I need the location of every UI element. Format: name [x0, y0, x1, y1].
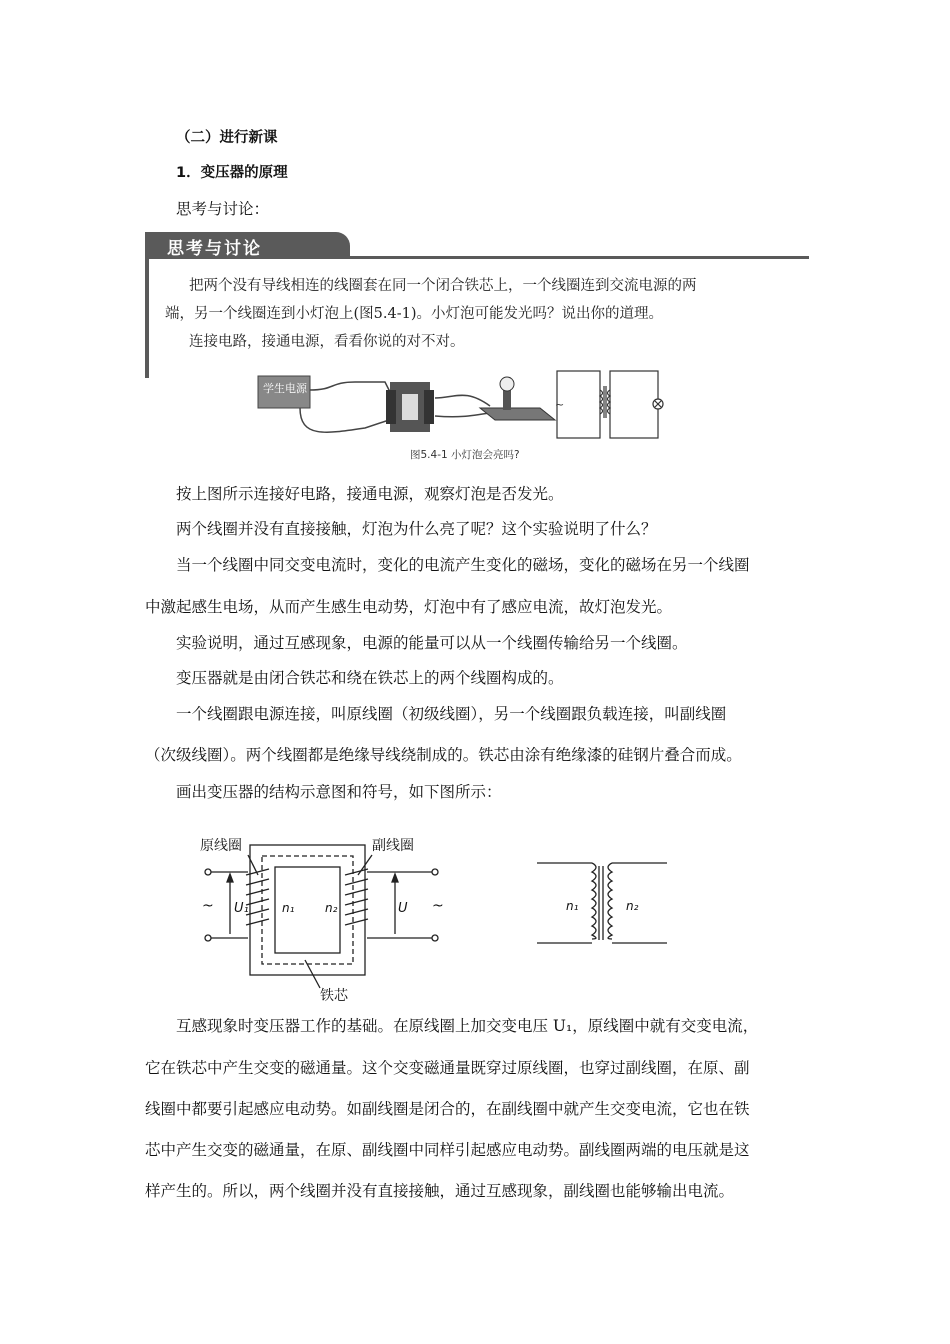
turns-n2-label: n₂ — [325, 901, 338, 915]
section-heading: （二）进行新课 — [176, 130, 278, 146]
paragraph-8-line-3: 线圈中都要引起感应电动势。如副线圈是闭合的，在副线圈中就产生交变电流，它也在铁 — [145, 1100, 750, 1118]
ac-source-symbol-right: ~ — [432, 898, 444, 914]
paragraph-5: 变压器就是由闭合铁芯和绕在铁芯上的两个线圈构成的。 — [176, 669, 564, 687]
box-line-2: 端，另一个线圈连到小灯泡上(图5.4-1)。小灯泡可能发光吗？说出你的道理。 — [165, 306, 663, 322]
ac-source-symbol-left: ~ — [202, 898, 214, 914]
box-line-1: 把两个没有导线相连的线圈套在同一个闭合铁芯上，一个线圈连到交流电源的两 — [189, 278, 697, 294]
paragraph-8-line-2: 它在铁芯中产生交变的磁通量。这个交变磁通量既穿过原线圈，也穿过副线圈，在原、副 — [145, 1059, 750, 1077]
think-label: 思考与讨论： — [176, 200, 270, 218]
lamp-board-icon — [480, 377, 555, 420]
svg-text:~: ~ — [555, 398, 565, 411]
textbook-discussion-box — [145, 232, 809, 378]
voltage-u-label: U — [398, 901, 408, 916]
paragraph-2: 两个线圈并没有直接接触，灯泡为什么亮了呢？这个实验说明了什么？ — [176, 520, 657, 538]
turns-n1-label: n₁ — [282, 901, 295, 915]
symbol-n2-label: n₂ — [626, 899, 639, 913]
paragraph-3-line-1: 当一个线圈中同交变电流时，变化的电流产生变化的磁场，变化的磁场在另一个线圈 — [176, 556, 750, 574]
primary-coil-label: 原线圈 — [200, 838, 242, 854]
transformer-photo-icon — [386, 382, 434, 432]
subheading: 1．变压器的原理 — [176, 165, 288, 181]
figure-transformer-structure — [190, 830, 450, 1005]
paragraph-7: 画出变压器的结构示意图和符号，如下图所示： — [176, 783, 502, 801]
symbol-n1-label: n₁ — [566, 899, 579, 913]
voltage-u1-label: U₁ — [234, 901, 249, 916]
figure-experiment-circuit — [255, 368, 665, 468]
figure-transformer-symbol — [532, 858, 672, 950]
secondary-coil-label: 副线圈 — [372, 838, 414, 854]
paragraph-8-line-4: 芯中产生交变的磁通量，在原、副线圈中同样引起感应电动势。副线圈两端的电压就是这 — [145, 1141, 750, 1159]
paragraph-4: 实验说明，通过互感现象，电源的能量可以从一个线圈传输给另一个线圈。 — [176, 634, 688, 652]
paragraph-6-line-2: （次级线圈）。两个线圈都是绝缘导线绕制成的。铁芯由涂有绝缘漆的硅钢片叠合而成。 — [145, 746, 742, 764]
box-line-3: 连接电路，接通电源，看看你说的对不对。 — [189, 334, 465, 350]
discussion-banner: 思考与讨论 — [145, 232, 350, 258]
paragraph-8-line-5: 样产生的。所以，两个线圈并没有直接接触，通过互感现象，副线圈也能够输出电流。 — [145, 1182, 735, 1200]
paragraph-3-line-2: 中激起感生电场，从而产生感生电动势，灯泡中有了感应电流，故灯泡发光。 — [145, 598, 673, 616]
paragraph-8-line-1: 互感现象时变压器工作的基础。在原线圈上加交变电压 U₁，原线圈中就有交变电流， — [176, 1017, 759, 1035]
figure-caption: 图5.4-1 小灯泡会亮吗? — [410, 449, 520, 461]
svg-text:学生电源: 学生电源 — [263, 382, 307, 395]
iron-core-label: 铁芯 — [320, 988, 348, 1004]
paragraph-6-line-1: 一个线圈跟电源连接，叫原线圈（初级线圈），另一个线圈跟负载连接，叫副线圈 — [176, 705, 727, 723]
circuit-schematic — [555, 371, 663, 438]
paragraph-1: 按上图所示连接好电路，接通电源，观察灯泡是否发光。 — [176, 485, 564, 503]
power-supply-icon — [258, 376, 310, 408]
